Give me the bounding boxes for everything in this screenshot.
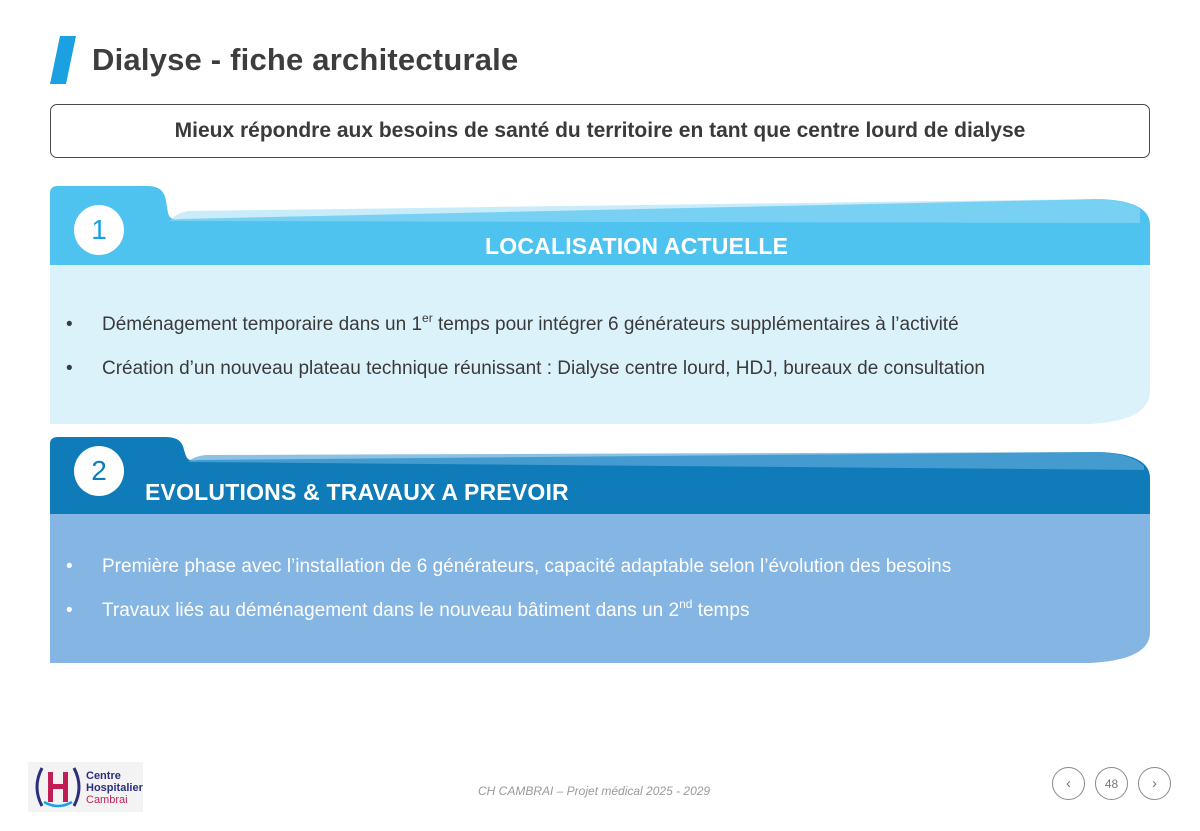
footer-text: CH CAMBRAI – Projet médical 2025 - 2029 bbox=[478, 784, 711, 798]
bullet-icon: • bbox=[66, 600, 73, 621]
section-2-number-text: 2 bbox=[91, 455, 107, 486]
list-item: • Création d’un nouveau plateau technique réunissant : Dialyse centre lourd, HDJ, bureaux de consultation bbox=[66, 358, 985, 379]
list-item: • Première phase avec l’installation de 6 générateurs, capacité adaptable selon l’évolution des besoins bbox=[66, 556, 952, 577]
page-number-indicator bbox=[1095, 767, 1128, 800]
bullet-icon: • bbox=[66, 314, 73, 335]
section-1-number bbox=[74, 205, 124, 255]
section-1-number-text: 1 bbox=[91, 214, 107, 245]
subtitle-box bbox=[50, 104, 1150, 158]
chevron-left-icon: ‹ bbox=[1066, 775, 1071, 792]
logo-line-2: Hospitalier bbox=[86, 782, 143, 794]
previous-page-button[interactable] bbox=[1052, 767, 1085, 800]
section-evolutions bbox=[0, 434, 1200, 668]
section-localisation bbox=[0, 183, 1200, 428]
section-1-bullet-list bbox=[66, 310, 985, 402]
page-number: 48 bbox=[1104, 776, 1119, 791]
section-2-bullet-list bbox=[66, 556, 951, 644]
section-2-heading: EVOLUTIONS & TRAVAUX A PREVOIR bbox=[145, 479, 569, 505]
logo-text bbox=[86, 770, 143, 806]
section-1-heading: LOCALISATION ACTUELLE bbox=[485, 233, 789, 259]
next-page-button[interactable] bbox=[1138, 767, 1171, 800]
logo-line-1: Centre bbox=[86, 770, 121, 782]
title-accent-slash bbox=[50, 36, 76, 84]
list-item: • Travaux liés au déménagement dans le nouveau bâtiment dans un 2nd temps bbox=[66, 596, 750, 621]
chevron-right-icon: › bbox=[1152, 775, 1157, 792]
subtitle-text: Mieux répondre aux besoins de santé du territoire en tant que centre lourd de dialyse bbox=[174, 119, 1026, 142]
list-item: • Déménagement temporaire dans un 1er temps pour intégrer 6 générateurs supplémentaires à l’activité bbox=[66, 310, 959, 335]
section-2-number bbox=[74, 446, 124, 496]
bullet-icon: • bbox=[66, 358, 73, 379]
page-title: Dialyse - fiche architecturale bbox=[92, 42, 519, 77]
logo-line-3: Cambrai bbox=[86, 794, 128, 806]
bullet-icon: • bbox=[66, 556, 73, 577]
